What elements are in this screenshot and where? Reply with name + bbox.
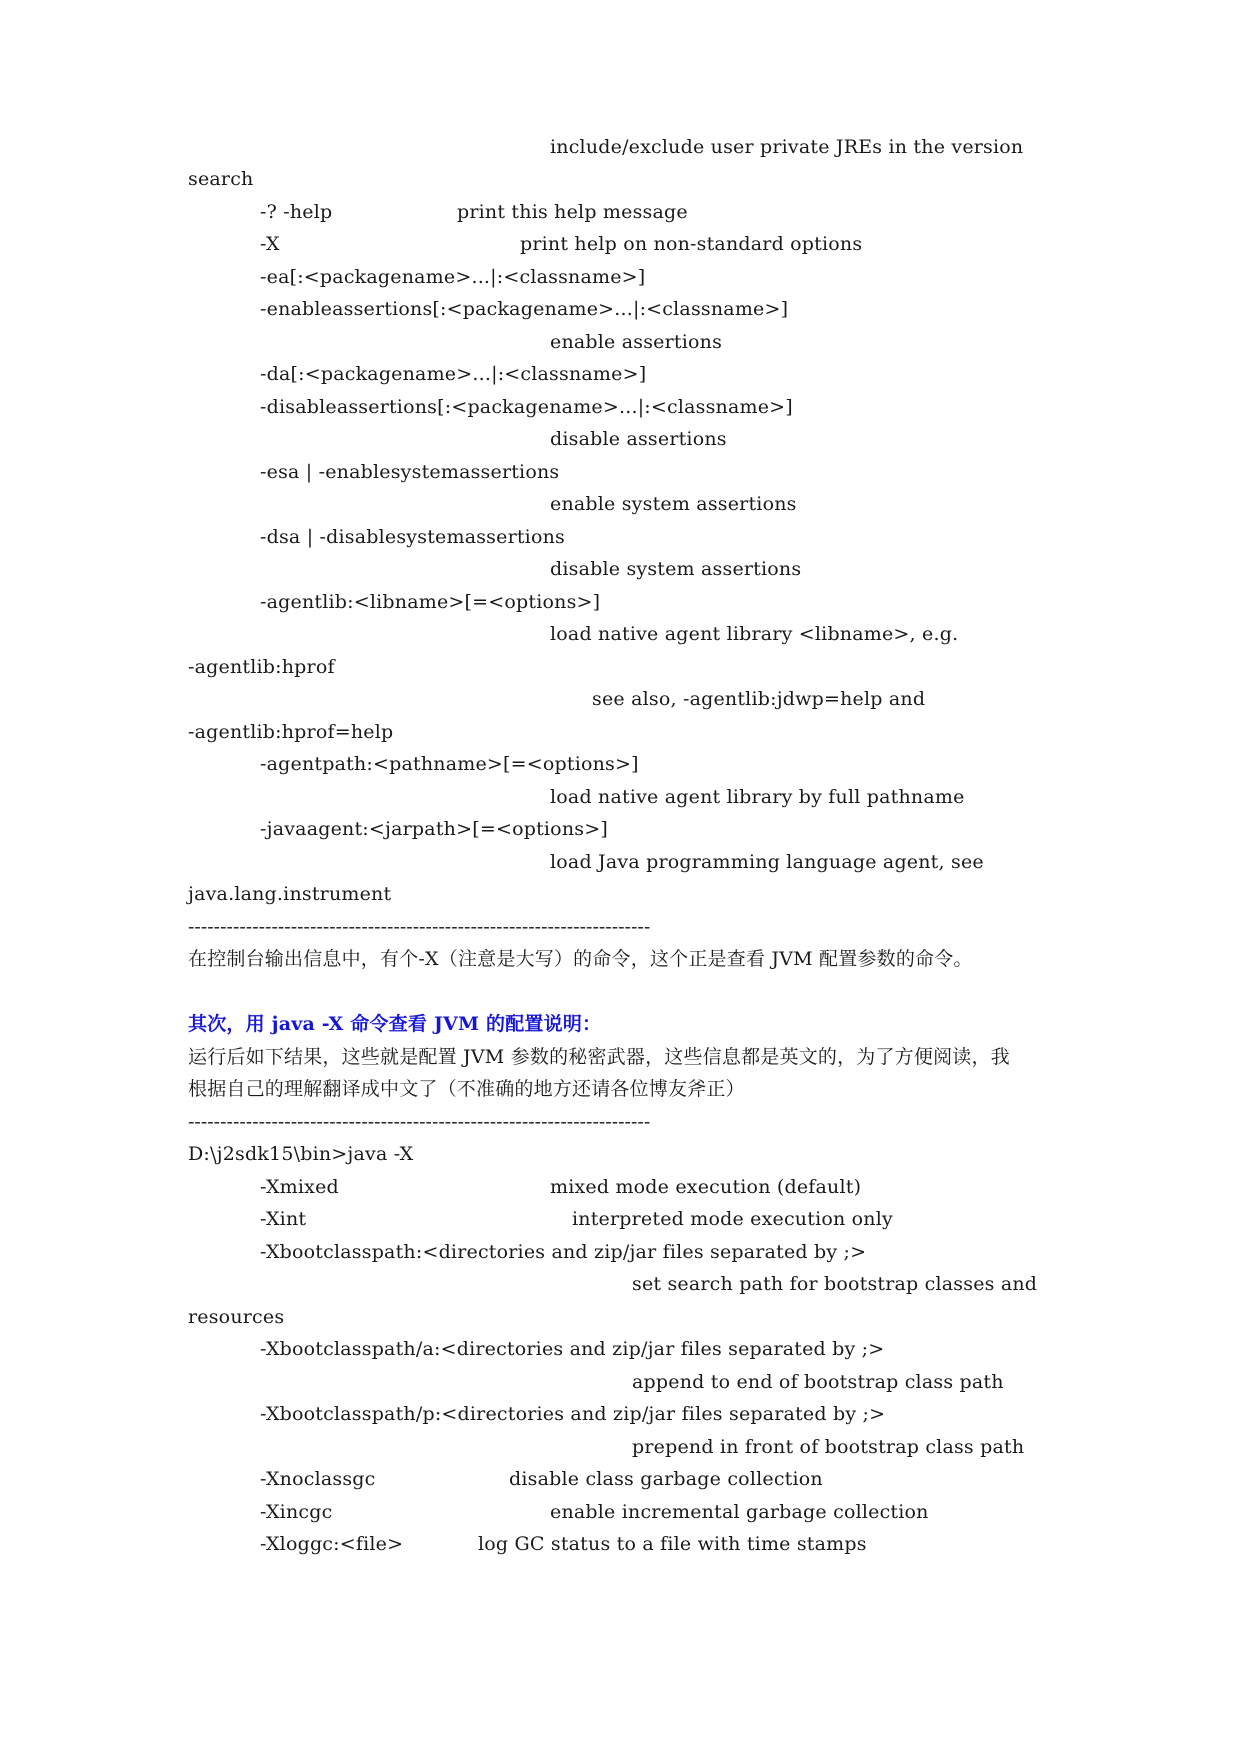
text-line: -enableassertions[:<packagename>...|:<classname>] [260,298,789,320]
text-line: -Xnoclassgc [260,1468,376,1490]
text-line: enable system assertions [550,493,797,515]
text-line: -agentlib:hprof [188,656,335,678]
text-line: -ea[:<packagename>...|:<classname>] [260,266,646,288]
text-line: -Xbootclasspath/p:<directories and zip/jar files separated by ;> [260,1403,886,1425]
text-line: -X [260,233,280,255]
text-line: disable assertions [550,428,727,450]
text-line: -Xint [260,1208,307,1230]
text-line: log GC status to a file with time stamps [478,1533,867,1555]
text-line: -? -help [260,201,333,223]
text-line: -dsa | -disablesystemassertions [260,526,565,548]
text-line: load native agent library <libname>, e.g. [550,623,959,645]
text-line: resources [188,1306,285,1328]
text-line: see also, -agentlib:jdwp=help and [592,688,926,710]
text-line: interpreted mode execution only [572,1208,893,1230]
text-line: print help on non-standard options [520,233,863,255]
text-line: disable class garbage collection [509,1468,823,1490]
text-line: set search path for bootstrap classes and [632,1273,1038,1295]
text-line: include/exclude user private JREs in the version [550,136,1024,158]
text-line: -Xbootclasspath:<directories and zip/jar files separated by ;> [260,1241,867,1263]
text-line: -da[:<packagename>...|:<classname>] [260,363,647,385]
text-line: enable assertions [550,331,723,353]
text-line: -Xloggc:<file> [260,1533,404,1555]
text-line: -agentlib:hprof=help [188,721,394,743]
text-line: mixed mode execution (default) [550,1176,862,1198]
text-line: 在控制台输出信息中，有个-X（注意是大写）的命令，这个正是查看 JVM 配置参数的命令。 [188,948,973,970]
text-line: -Xbootclasspath/a:<directories and zip/jar files separated by ;> [260,1338,885,1360]
separator-line: ------------------------------------------------------------------------ [188,916,651,938]
separator-line: ------------------------------------------------------------------------ [188,1111,651,1133]
text-line: -Xincgc [260,1501,333,1523]
section-heading: 其次，用 java -X 命令查看 JVM 的配置说明： [188,1013,602,1035]
text-line: -Xmixed [260,1176,339,1198]
text-line: D:\j2sdk15\bin>java -X [188,1143,414,1165]
text-line: print this help message [457,201,688,223]
text-line: disable system assertions [550,558,802,580]
text-line: load Java programming language agent, see [550,851,984,873]
text-line: -agentpath:<pathname>[=<options>] [260,753,639,775]
text-line: prepend in front of bootstrap class path [632,1436,1025,1458]
text-line: search [188,168,254,190]
text-line: append to end of bootstrap class path [632,1371,1004,1393]
text-line: -javaagent:<jarpath>[=<options>] [260,818,608,840]
text-line: -esa | -enablesystemassertions [260,461,560,483]
text-line: -disableassertions[:<packagename>...|:<classname>] [260,396,793,418]
text-line: -agentlib:<libname>[=<options>] [260,591,601,613]
text-line: java.lang.instrument [188,883,392,905]
text-line: 运行后如下结果，这些就是配置 JVM 参数的秘密武器，这些信息都是英文的，为了方便阅读，我 [188,1046,1010,1068]
text-line: enable incremental garbage collection [550,1501,929,1523]
text-line: 根据自己的理解翻译成中文了（不准确的地方还请各位博友斧正） [188,1078,745,1100]
text-line: load native agent library by full pathname [550,786,965,808]
